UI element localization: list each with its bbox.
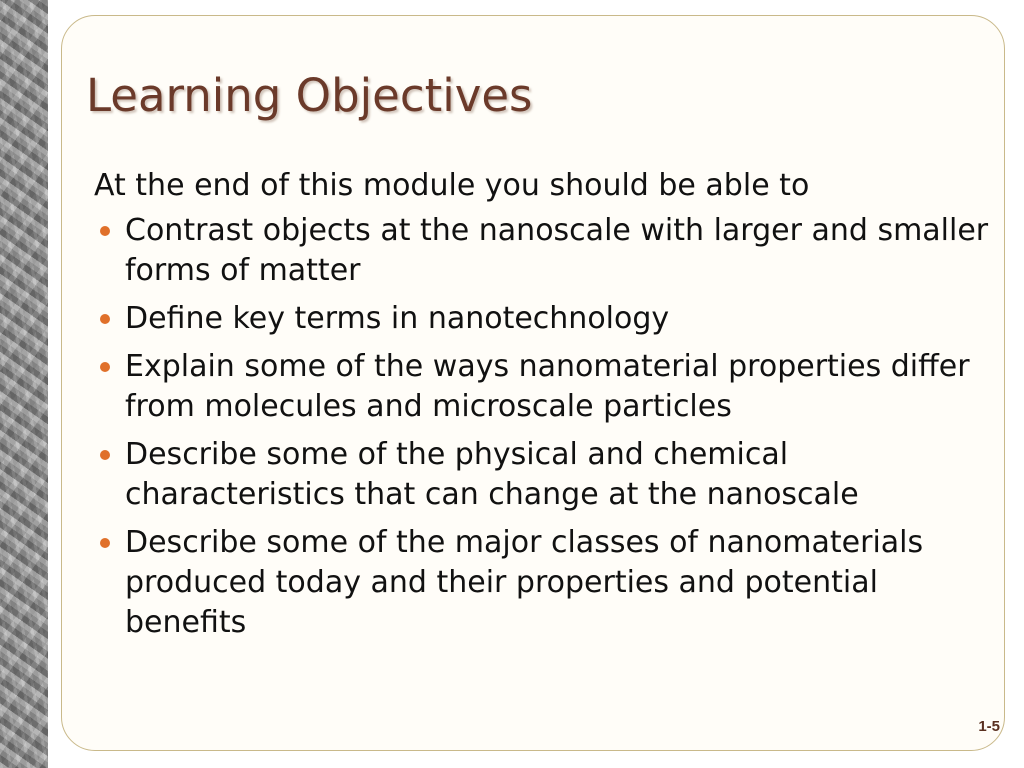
page-number: 1-5: [978, 718, 1000, 735]
objective-item: [94, 299, 994, 339]
decorative-texture-strip: [0, 0, 48, 768]
bullet-dot-icon: [100, 314, 110, 324]
intro-text: At the end of this module you should be able to: [94, 168, 810, 203]
objective-text: Explain some of the ways nanomaterial properties differ from molecules and microscale particles: [125, 349, 970, 424]
objective-text: Describe some of the major classes of nanomaterials produced today and their properties and potential benefits: [125, 525, 924, 640]
objective-item: [94, 347, 994, 427]
objective-item: [94, 435, 994, 515]
objective-text: Describe some of the physical and chemical characteristics that can change at the nanoscale: [125, 437, 859, 512]
objective-text: Define key terms in nanotechnology: [125, 301, 670, 336]
objectives-list: [94, 211, 994, 643]
bullet-dot-icon: [100, 362, 110, 372]
bullet-dot-icon: [100, 450, 110, 460]
slide-body: [94, 166, 994, 651]
objective-item: [94, 211, 994, 291]
slide-title: Learning Objectives: [86, 69, 533, 122]
bullet-dot-icon: [100, 538, 110, 548]
objective-item: [94, 523, 994, 643]
objective-text: Contrast objects at the nanoscale with larger and smaller forms of matter: [125, 213, 989, 288]
bullet-dot-icon: [100, 226, 110, 236]
